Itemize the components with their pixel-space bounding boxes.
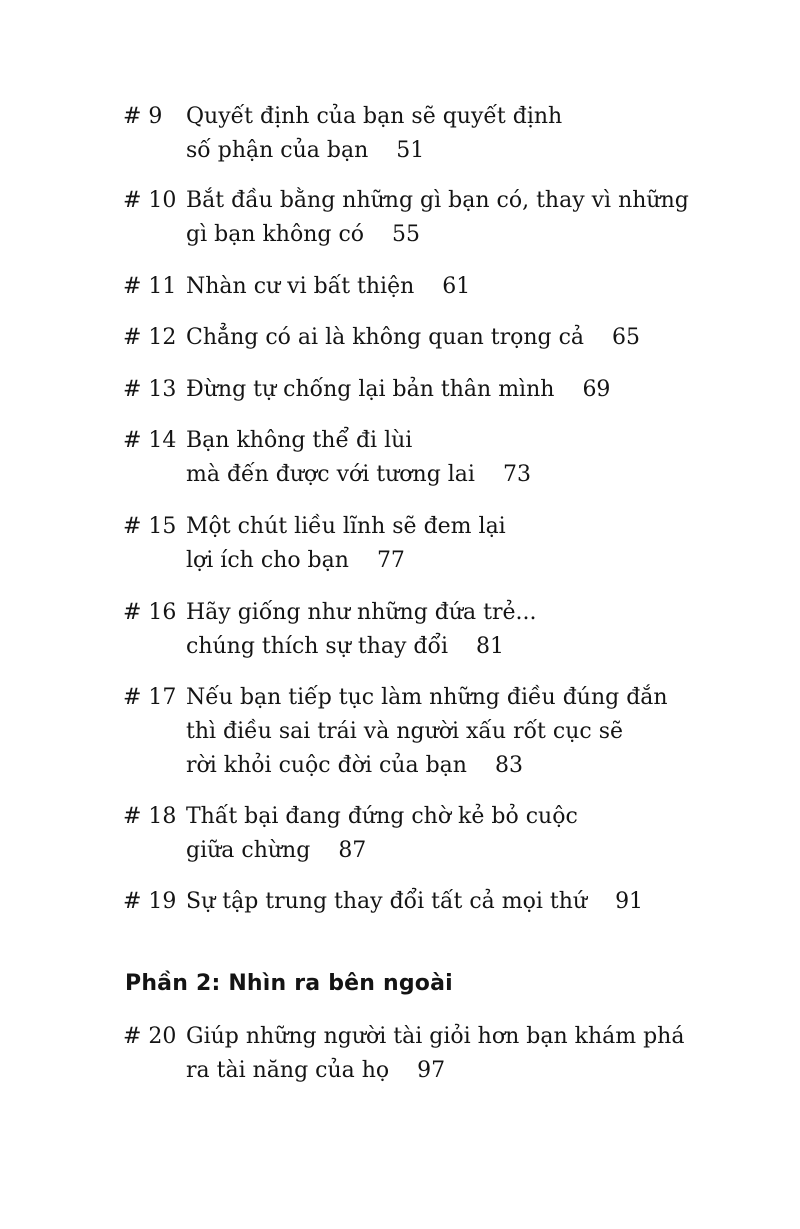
entry-title-line: giữa chừng: [186, 838, 311, 863]
entry-title-line: Hãy giống như những đứa trẻ...: [186, 600, 537, 625]
entry-title-line: Quyết định của bạn sẽ quyết định: [186, 104, 563, 129]
entry-title-line: Nhàn cư vi bất thiện: [186, 274, 415, 299]
entry-page-number: 69: [582, 377, 611, 402]
entry-title-line: gì bạn không có: [186, 222, 365, 247]
section-heading: Phần 2: Nhìn ra bên ngoài: [125, 971, 453, 996]
entry-page-number: 81: [476, 634, 505, 659]
entry-title-line: thì điều sai trái và người xấu rốt cục sẽ: [186, 719, 624, 744]
entry-page-number: 83: [494, 753, 523, 778]
entry-title: [186, 184, 746, 252]
entry-title-line: Bạn không thể đi lùi: [186, 428, 413, 453]
entry-title: [186, 681, 746, 783]
entry-page-number: 87: [338, 838, 367, 863]
entry-number: # 14: [123, 428, 177, 453]
entry-title-line: Nếu bạn tiếp tục làm những điều đúng đắn: [186, 685, 668, 710]
entry-page-number: 65: [612, 325, 641, 350]
entry-page-number: 91: [615, 889, 644, 914]
entry-number: # 12: [123, 325, 177, 350]
entry-page-number: 73: [502, 462, 531, 487]
entry-number: # 11: [123, 274, 177, 299]
entry-number: # 15: [123, 514, 177, 539]
entry-title-line: Một chút liều lĩnh sẽ đem lại: [186, 514, 506, 539]
entry-title-line: ra tài năng của họ: [186, 1058, 390, 1083]
entry-title: [186, 373, 746, 407]
entry-number: # 10: [123, 188, 177, 213]
entry-title: [186, 270, 746, 304]
entry-page-number: 51: [396, 138, 425, 163]
entry-page-number: 97: [417, 1058, 446, 1083]
entry-title-line: rời khỏi cuộc đời của bạn: [186, 753, 467, 778]
entry-title: [186, 424, 746, 492]
entry-title: [186, 596, 746, 664]
entry-title-line: Chẳng có ai là không quan trọng cả: [186, 325, 585, 350]
entry-title: [186, 321, 746, 355]
entry-title-line: Sự tập trung thay đổi tất cả mọi thứ: [186, 889, 588, 914]
entry-title-line: Đừng tự chống lại bản thân mình: [186, 377, 555, 402]
entry-number: # 20: [123, 1024, 177, 1049]
entry-title-line: Giúp những người tài giỏi hơn bạn khám phá: [186, 1024, 685, 1049]
entry-number: # 17: [123, 685, 177, 710]
entry-number: # 16: [123, 600, 177, 625]
entry-title-line: Bắt đầu bằng những gì bạn có, thay vì những: [186, 188, 689, 213]
entry-title-line: lợi ích cho bạn: [186, 548, 349, 573]
entry-page-number: 77: [376, 548, 405, 573]
entry-number: # 19: [123, 889, 177, 914]
entry-title-line: chúng thích sự thay đổi: [186, 634, 449, 659]
entry-title-line: số phận của bạn: [186, 138, 369, 163]
entry-title-line: mà đến được với tương lai: [186, 462, 475, 487]
entry-page-number: 55: [392, 222, 421, 247]
entry-number: # 13: [123, 377, 177, 402]
entry-page-number: 61: [442, 274, 471, 299]
entry-title: [186, 800, 746, 868]
entry-title: [186, 510, 746, 578]
entry-number: # 18: [123, 804, 177, 829]
entry-title: [186, 885, 746, 919]
entry-number: # 9: [123, 104, 163, 129]
entry-title: [186, 100, 746, 168]
entry-title-line: Thất bại đang đứng chờ kẻ bỏ cuộc: [186, 804, 578, 829]
entry-title: [186, 1020, 746, 1088]
